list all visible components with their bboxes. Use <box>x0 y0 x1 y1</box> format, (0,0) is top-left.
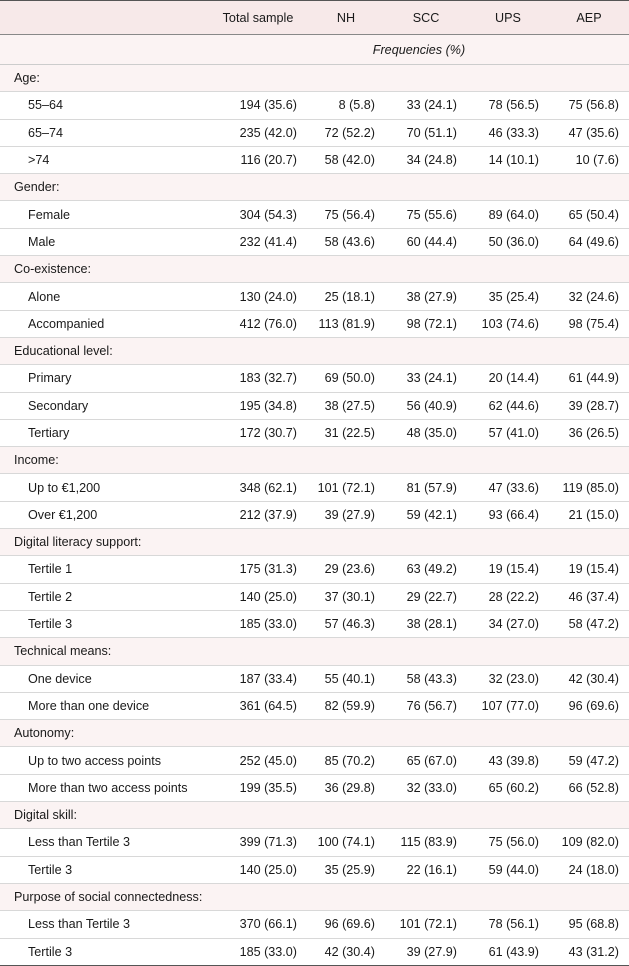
cell-value: 56 (40.9) <box>385 392 467 419</box>
cell-value: 130 (24.0) <box>209 283 307 310</box>
cell-value: 78 (56.5) <box>467 92 549 119</box>
cell-value: 75 (56.4) <box>307 201 385 228</box>
cell-value: 101 (72.1) <box>385 911 467 938</box>
cell-value: 75 (56.8) <box>549 92 629 119</box>
cell-value: 194 (35.6) <box>209 92 307 119</box>
cell-value: 46 (37.4) <box>549 583 629 610</box>
cell-value: 62 (44.6) <box>467 392 549 419</box>
row-label: Accompanied <box>0 310 209 337</box>
group-label: Purpose of social connectedness: <box>0 883 629 910</box>
cell-value: 59 (47.2) <box>549 747 629 774</box>
cell-value: 412 (76.0) <box>209 310 307 337</box>
table-row <box>0 911 629 938</box>
cell-value: 361 (64.5) <box>209 692 307 719</box>
cell-value: 32 (33.0) <box>385 774 467 801</box>
cell-value: 140 (25.0) <box>209 856 307 883</box>
table-row <box>0 665 629 692</box>
cell-value: 55 (40.1) <box>307 665 385 692</box>
cell-value: 43 (39.8) <box>467 747 549 774</box>
cell-value: 63 (49.2) <box>385 556 467 583</box>
cell-value: 212 (37.9) <box>209 501 307 528</box>
row-label: Male <box>0 228 209 255</box>
row-label: Tertiary <box>0 419 209 446</box>
cell-value: 19 (15.4) <box>549 556 629 583</box>
row-label: One device <box>0 665 209 692</box>
cell-value: 61 (44.9) <box>549 365 629 392</box>
cell-value: 96 (69.6) <box>307 911 385 938</box>
row-label: Less than Tertile 3 <box>0 829 209 856</box>
cell-value: 61 (43.9) <box>467 938 549 965</box>
cell-value: 34 (24.8) <box>385 146 467 173</box>
cell-value: 28 (22.2) <box>467 583 549 610</box>
table-row <box>0 92 629 119</box>
cell-value: 38 (27.5) <box>307 392 385 419</box>
table-row <box>0 938 629 965</box>
group-label: Gender: <box>0 174 629 201</box>
cell-value: 78 (56.1) <box>467 911 549 938</box>
cell-value: 42 (30.4) <box>549 665 629 692</box>
cell-value: 85 (70.2) <box>307 747 385 774</box>
cell-value: 29 (23.6) <box>307 556 385 583</box>
cell-value: 81 (57.9) <box>385 474 467 501</box>
column-header: AEP <box>549 1 629 35</box>
group-row <box>0 256 629 283</box>
cell-value: 58 (43.6) <box>307 228 385 255</box>
table-row <box>0 474 629 501</box>
cell-value: 89 (64.0) <box>467 201 549 228</box>
group-row <box>0 883 629 910</box>
cell-value: 65 (50.4) <box>549 201 629 228</box>
cell-value: 348 (62.1) <box>209 474 307 501</box>
cell-value: 47 (35.6) <box>549 119 629 146</box>
cell-value: 57 (46.3) <box>307 610 385 637</box>
cell-value: 47 (33.6) <box>467 474 549 501</box>
cell-value: 36 (26.5) <box>549 419 629 446</box>
cell-value: 35 (25.4) <box>467 283 549 310</box>
row-label: Tertile 3 <box>0 938 209 965</box>
cell-value: 116 (20.7) <box>209 146 307 173</box>
table-row <box>0 228 629 255</box>
group-label: Technical means: <box>0 638 629 665</box>
frequencies-label: Frequencies (%) <box>209 35 629 65</box>
cell-value: 96 (69.6) <box>549 692 629 719</box>
cell-value: 46 (33.3) <box>467 119 549 146</box>
table-row <box>0 119 629 146</box>
group-label: Digital literacy support: <box>0 529 629 556</box>
group-row <box>0 337 629 364</box>
cell-value: 29 (22.7) <box>385 583 467 610</box>
header-row <box>0 1 629 35</box>
column-header: UPS <box>467 1 549 35</box>
column-header: NH <box>307 1 385 35</box>
row-label: Less than Tertile 3 <box>0 911 209 938</box>
cell-value: 66 (52.8) <box>549 774 629 801</box>
row-label: More than two access points <box>0 774 209 801</box>
cell-value: 113 (81.9) <box>307 310 385 337</box>
cell-value: 399 (71.3) <box>209 829 307 856</box>
cell-value: 65 (67.0) <box>385 747 467 774</box>
cell-value: 25 (18.1) <box>307 283 385 310</box>
table-row <box>0 201 629 228</box>
cell-value: 98 (75.4) <box>549 310 629 337</box>
cell-value: 119 (85.0) <box>549 474 629 501</box>
cell-value: 22 (16.1) <box>385 856 467 883</box>
table-row <box>0 365 629 392</box>
table-row <box>0 774 629 801</box>
cell-value: 21 (15.0) <box>549 501 629 528</box>
cell-value: 39 (27.9) <box>307 501 385 528</box>
cell-value: 69 (50.0) <box>307 365 385 392</box>
cell-value: 107 (77.0) <box>467 692 549 719</box>
cell-value: 59 (42.1) <box>385 501 467 528</box>
cell-value: 101 (72.1) <box>307 474 385 501</box>
row-label: Tertile 3 <box>0 856 209 883</box>
cell-value: 185 (33.0) <box>209 938 307 965</box>
cell-value: 57 (41.0) <box>467 419 549 446</box>
table-row <box>0 283 629 310</box>
cell-value: 93 (66.4) <box>467 501 549 528</box>
table-row <box>0 392 629 419</box>
row-label: 55–64 <box>0 92 209 119</box>
cell-value: 109 (82.0) <box>549 829 629 856</box>
cell-value: 10 (7.6) <box>549 146 629 173</box>
column-header: Total sample <box>209 1 307 35</box>
cell-value: 72 (52.2) <box>307 119 385 146</box>
cell-value: 8 (5.8) <box>307 92 385 119</box>
cell-value: 199 (35.5) <box>209 774 307 801</box>
table-row <box>0 856 629 883</box>
cell-value: 19 (15.4) <box>467 556 549 583</box>
cell-value: 33 (24.1) <box>385 92 467 119</box>
cell-value: 185 (33.0) <box>209 610 307 637</box>
column-header: SCC <box>385 1 467 35</box>
cell-value: 58 (42.0) <box>307 146 385 173</box>
cell-value: 252 (45.0) <box>209 747 307 774</box>
cell-value: 100 (74.1) <box>307 829 385 856</box>
cell-value: 65 (60.2) <box>467 774 549 801</box>
cell-value: 140 (25.0) <box>209 583 307 610</box>
table-row <box>0 419 629 446</box>
table-row <box>0 829 629 856</box>
cell-value: 95 (68.8) <box>549 911 629 938</box>
group-row <box>0 802 629 829</box>
cell-value: 195 (34.8) <box>209 392 307 419</box>
column-header <box>0 1 209 35</box>
cell-value: 31 (22.5) <box>307 419 385 446</box>
group-label: Income: <box>0 447 629 474</box>
group-label: Co-existence: <box>0 256 629 283</box>
cell-value: 58 (47.2) <box>549 610 629 637</box>
group-row <box>0 174 629 201</box>
cell-value: 36 (29.8) <box>307 774 385 801</box>
row-label: Tertile 3 <box>0 610 209 637</box>
cell-value: 32 (24.6) <box>549 283 629 310</box>
cell-value: 115 (83.9) <box>385 829 467 856</box>
frequencies-row <box>0 35 629 65</box>
table-row <box>0 146 629 173</box>
cell-value: 70 (51.1) <box>385 119 467 146</box>
cell-value: 59 (44.0) <box>467 856 549 883</box>
group-label: Digital skill: <box>0 802 629 829</box>
cell-value: 64 (49.6) <box>549 228 629 255</box>
table-row <box>0 610 629 637</box>
cell-value: 235 (42.0) <box>209 119 307 146</box>
group-row <box>0 529 629 556</box>
cell-value: 98 (72.1) <box>385 310 467 337</box>
row-label: >74 <box>0 146 209 173</box>
cell-value: 38 (27.9) <box>385 283 467 310</box>
cell-value: 232 (41.4) <box>209 228 307 255</box>
group-row <box>0 638 629 665</box>
row-label: Primary <box>0 365 209 392</box>
table-row <box>0 747 629 774</box>
row-label: Up to €1,200 <box>0 474 209 501</box>
cell-value: 304 (54.3) <box>209 201 307 228</box>
cell-value: 32 (23.0) <box>467 665 549 692</box>
group-label: Age: <box>0 65 629 92</box>
cell-value: 75 (56.0) <box>467 829 549 856</box>
table-row <box>0 583 629 610</box>
row-label: Tertile 2 <box>0 583 209 610</box>
cell-value: 50 (36.0) <box>467 228 549 255</box>
group-label: Autonomy: <box>0 720 629 747</box>
cell-value: 39 (27.9) <box>385 938 467 965</box>
cell-value: 20 (14.4) <box>467 365 549 392</box>
row-label: 65–74 <box>0 119 209 146</box>
row-label: Over €1,200 <box>0 501 209 528</box>
cell-value: 82 (59.9) <box>307 692 385 719</box>
cell-value: 38 (28.1) <box>385 610 467 637</box>
row-label: Alone <box>0 283 209 310</box>
table-row <box>0 692 629 719</box>
group-row <box>0 447 629 474</box>
row-label: Up to two access points <box>0 747 209 774</box>
cell-value: 34 (27.0) <box>467 610 549 637</box>
cell-value: 183 (32.7) <box>209 365 307 392</box>
cell-value: 175 (31.3) <box>209 556 307 583</box>
cell-value: 39 (28.7) <box>549 392 629 419</box>
table-row <box>0 501 629 528</box>
cell-value: 37 (30.1) <box>307 583 385 610</box>
cell-value: 75 (55.6) <box>385 201 467 228</box>
cell-value: 43 (31.2) <box>549 938 629 965</box>
row-label: Secondary <box>0 392 209 419</box>
cell-value: 48 (35.0) <box>385 419 467 446</box>
row-label: More than one device <box>0 692 209 719</box>
cell-value: 42 (30.4) <box>307 938 385 965</box>
cell-value: 24 (18.0) <box>549 856 629 883</box>
cell-value: 60 (44.4) <box>385 228 467 255</box>
table-row <box>0 310 629 337</box>
cell-value: 187 (33.4) <box>209 665 307 692</box>
cell-value: 76 (56.7) <box>385 692 467 719</box>
group-row <box>0 65 629 92</box>
table-body <box>0 65 629 966</box>
group-label: Educational level: <box>0 337 629 364</box>
cell-value: 370 (66.1) <box>209 911 307 938</box>
cell-value: 33 (24.1) <box>385 365 467 392</box>
row-label: Female <box>0 201 209 228</box>
cell-value: 14 (10.1) <box>467 146 549 173</box>
row-label: Tertile 1 <box>0 556 209 583</box>
table-row <box>0 556 629 583</box>
cell-value: 172 (30.7) <box>209 419 307 446</box>
cell-value: 35 (25.9) <box>307 856 385 883</box>
cell-value: 103 (74.6) <box>467 310 549 337</box>
cell-value: 58 (43.3) <box>385 665 467 692</box>
group-row <box>0 720 629 747</box>
